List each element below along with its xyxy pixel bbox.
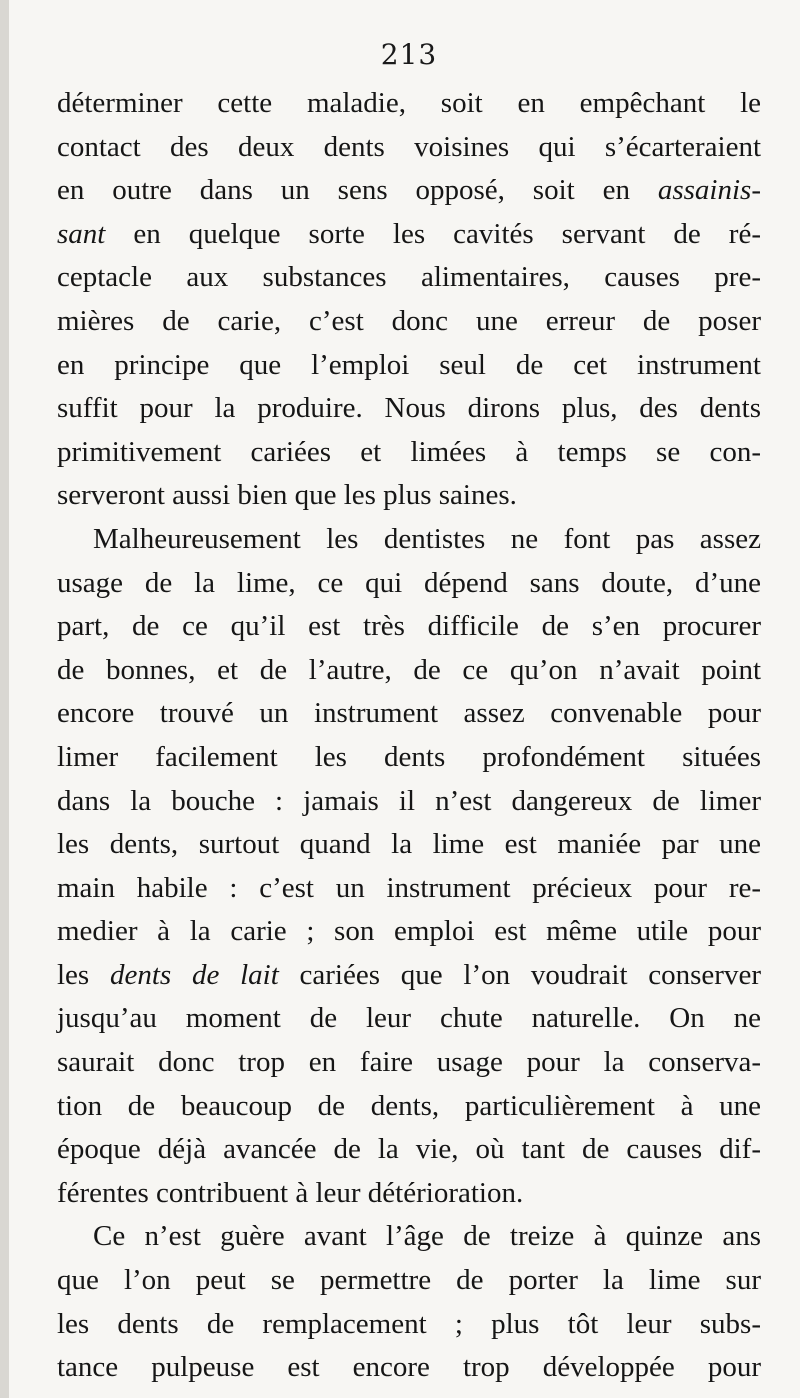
text-segment: de bonnes, et de l’autre, de ce qu’on n’avait point [57,653,761,686]
text-segment: tion de beaucoup de dents, particulièrement à une [57,1089,761,1122]
text-line [57,1128,761,1172]
text-line [57,1259,761,1303]
text-segment: en outre dans un sens opposé, soit en [57,174,658,207]
paragraph [57,82,761,518]
text-line [57,1303,761,1347]
text-line [57,431,761,475]
text-line [57,82,761,126]
text-segment: déterminer cette maladie, soit en empêchant le [57,87,761,119]
text-line [57,344,761,388]
text-line [57,867,761,911]
text-segment: férentes contribuent à leur détérioration. [57,1176,524,1209]
paragraph [57,1215,761,1389]
text-segment: suffit pour la produire. Nous dirons plus, des dents [57,392,761,425]
italic-text: sant [57,217,106,250]
page-number: 213 [380,38,438,71]
text-line [57,562,761,606]
text-segment: primitivement cariées et limées à temps se con- [57,435,761,468]
text-segment: main habile : c’est un instrument précieux pour re- [57,871,761,904]
italic-text: assainis- [657,174,761,207]
italic-text: dents de lait [109,958,279,991]
text-segment: cariées que l’on voudrait conserver [278,958,761,991]
text-line [57,169,761,213]
text-line [57,780,761,824]
text-segment: encore trouvé un instrument assez convenable pour [57,697,761,730]
text-segment: part, de ce qu’il est très difficile de s’en procurer [57,610,761,643]
text-line [57,692,761,736]
text-line [57,1041,761,1085]
text-line [57,1172,761,1216]
text-segment: les [57,958,110,991]
text-segment: Ce n’est guère avant l’âge de treize à quinze ans [93,1220,761,1253]
text-line [57,256,761,300]
text-line [57,474,761,518]
text-segment: dans la bouche : jamais il n’est dangereux de limer [57,784,761,817]
text-line [57,300,761,344]
text-segment: Malheureusement les dentistes ne font pas assez [93,522,761,555]
text-line [57,736,761,780]
text-line [57,126,761,170]
text-segment: époque déjà avancée de la vie, où tant de causes dif- [57,1133,761,1166]
text-segment: ceptacle aux substances alimentaires, causes pre- [57,261,761,294]
text-line [57,213,761,257]
text-line [57,649,761,693]
text-segment: mières de carie, c’est donc une erreur de poser [57,304,761,337]
text-segment: que l’on peut se permettre de porter la lime sur [57,1264,761,1297]
text-segment: jusqu’au moment de leur chute naturelle. On ne [57,1002,761,1035]
text-segment: les dents, surtout quand la lime est maniée par une [57,828,761,861]
text-segment: les dents de remplacement ; plus tôt leur subs- [57,1307,761,1340]
text-line [57,954,761,998]
paragraph [57,518,761,1216]
text-line [57,910,761,954]
text-segment: medier à la carie ; son emploi est même utile pour [57,915,761,948]
text-line [57,605,761,649]
text-line [57,387,761,431]
text-segment: serveront aussi bien que les plus saines. [57,479,517,512]
text-segment: usage de la lime, ce qui dépend sans doute, d’une [57,566,761,599]
text-segment: contact des deux dents voisines qui s’écarteraient [57,130,761,163]
text-segment: tance pulpeuse est encore trop développée pour [57,1351,761,1384]
body-text [57,82,761,1390]
text-line [57,823,761,867]
text-line [57,997,761,1041]
text-segment: limer facilement les dents profondément situées [57,740,761,773]
text-segment: en quelque sorte les cavités servant de ré- [105,217,761,250]
text-segment: saurait donc trop en faire usage pour la conserva- [57,1046,761,1079]
text-line [57,1085,761,1129]
text-line [57,1215,761,1259]
text-line [57,1346,761,1390]
text-segment: en principe que l’emploi seul de cet instrument [57,348,761,381]
text-line [57,518,761,562]
